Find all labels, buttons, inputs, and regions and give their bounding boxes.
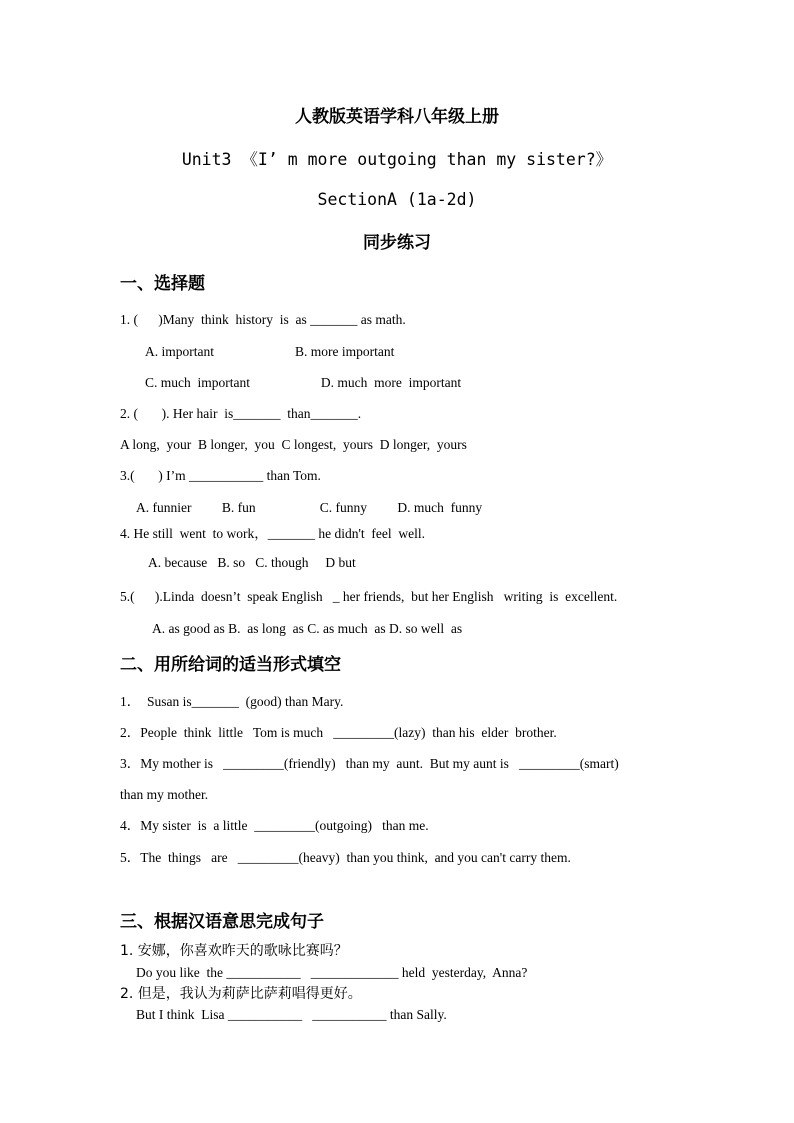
unit-title: Unit3 《I’ m more outgoing than my sister?》	[181, 150, 613, 169]
fill-question-3-line-1: 3．My mother is _________(friendly) than my aunt. But my aunt is _________(smart)	[120, 756, 619, 771]
question-3-options: A. funnier B. fun C. funny D. much funny	[136, 500, 483, 515]
question-4-options: A. because B. so C. though D but	[148, 555, 356, 570]
question-1-options-ab: A. important B. more important	[145, 344, 395, 359]
section-heading-word-forms: 二、用所给词的适当形式填空	[120, 655, 341, 675]
practice-subtitle: 同步练习	[363, 233, 431, 253]
translation-question-1-chinese: 1. 安娜，你喜欢昨天的歌咏比赛吗？	[120, 943, 348, 959]
section-heading-translation: 三、根据汉语意思完成句子	[120, 912, 324, 932]
translation-question-1-english: Do you like the ___________ _____________ held yesterday, Anna?	[136, 965, 528, 980]
question-1-options-cd: C. much important D. much more important	[145, 375, 462, 390]
translation-question-2-chinese: 2. 但是，我认为莉萨比萨莉唱得更好。	[120, 986, 362, 1002]
question-4-stem: 4. He still went to work，_______ he didn't feel well.	[120, 526, 426, 541]
fill-question-1: 1． Susan is_______ (good) than Mary.	[120, 694, 344, 709]
question-3-stem: 3.( ) I’m ___________ than Tom.	[120, 468, 321, 483]
worksheet-title: 人教版英语学科八年级上册	[295, 107, 499, 127]
question-1-stem: 1. ( )Many think history is as _______ as math.	[120, 312, 406, 327]
question-2-stem: 2. ( ). Her hair is_______ than_______.	[120, 406, 362, 421]
translation-question-2-english: But I think Lisa ___________ ___________ than Sally.	[136, 1007, 447, 1022]
fill-question-3-line-2: than my mother.	[120, 787, 209, 802]
question-2-options: A long, your B longer, you C longest, yours D longer, yours	[120, 437, 467, 452]
section-heading-multiple-choice: 一、选择题	[120, 274, 205, 294]
section-title: SectionA (1a-2d)	[317, 190, 477, 209]
fill-question-2: 2．People think little Tom is much _________(lazy) than his elder brother.	[120, 725, 557, 740]
fill-question-4: 4．My sister is a little _________(outgoing) than me.	[120, 818, 429, 833]
question-5-options: A. as good as B. as long as C. as much as D. so well as	[152, 621, 463, 636]
fill-question-5: 5．The things are _________(heavy) than you think, and you can't carry them.	[120, 850, 571, 865]
question-5-stem: 5.( ).Linda doesn’t speak English _ her friends, but her English writing is excellent.	[120, 589, 618, 604]
